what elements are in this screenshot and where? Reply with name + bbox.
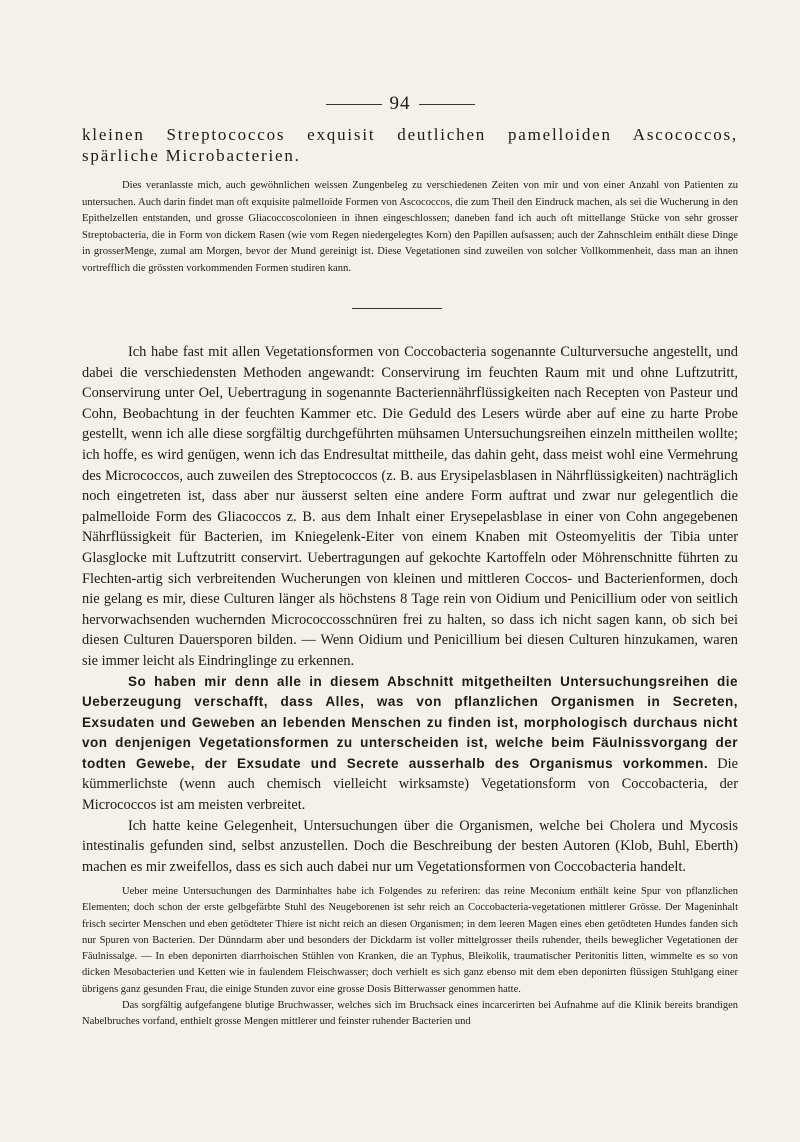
main-paragraph-2 <box>82 672 738 816</box>
note-paragraph-block <box>82 178 738 278</box>
main-paragraph-3: Ich hatte keine Gelegenheit, Untersuchungen über die Organismen, welche bei Cholera und Mycosis intestinalis gefunden sind, selbst anzustellen. Doch die Beschreibung der besten Autoren (Klob, Buhl, Eberth) machen es mir zweifellos, dass es sich auch dabei nur um Vegetationsformen von Coccobacteria handelt. <box>82 817 738 875</box>
main-paragraph-1: Ich habe fast mit allen Vegetationsformen von Coccobacteria sogenannte Culturversuche angestellt, und dabei die verschiedensten Methoden angewandt: Conservirung im feuchten Raum mit und ohne Luftzutritt, Conservirung unter Oel, Uebertragung in sogenannte Bacteriennährflüssigkeiten nach Recepten von Pasteur und Cohn, Beobachtung in der feuchten Kammer etc. Die Geduld des Lesers würde aber auf eine zu harte Probe gestellt, wenn ich alle diese sorgfältig durchgeführten mühsamen Untersuchungsreihen einzeln mittheilen wollte; ich hoffe, es wird genügen, wenn ich das Endresultat mittheile, das dahin geht, dass meist wohl eine Vermehrung des Micrococcos, auch zuweilen des Streptococcos (z. B. aus Erysipelasblasen in Nährflüssigkeiten) nachträglich noch eingetreten ist, dass aber nur äusserst selten eine andere Form auftrat und zwar nur gelegentlich die palmelloide Form des Gliacoccos z. B. aus dem Inhalt einer Erysepelasblase in einer von Cohn angegebenen Nährflüssigkeit für Bacterien, im Kniegelenk-Eiter von einem Knaben mit Osteomyelitis der Tibia unter Glasglocke mit Luftzutritt conservirt. Uebertragungen auf gekochte Kartoffeln oder Möhrenschnitte führten zu Flechten-artig sich verbreitenden Wucherungen von kleinen und mittleren Coccos- und Bacterienformen, doch nie gelang es mir, diese Culturen länger als höchstens 8 Tage rein von Oidium und Penicillium oder von seitlich hervorwachsenden wuchernden Micrococcosschnüren frei zu halten, so dass ich nicht sagen kann, ob sich bei diesen Culturen Dauersporen bilden. — Wenn Oidium und Penicillium bei diesen Culturen hinzukamen, waren sie immer leicht als Eindringlinge zu erkennen. <box>82 344 738 669</box>
header-rule-left <box>326 104 382 105</box>
intro-continuation: kleinen Streptococcos exquisit deutlichen pamelloiden Ascococcos, spärliche Microbacterien. <box>82 125 738 165</box>
section-divider <box>352 308 442 309</box>
footnote-paragraph-2: Das sorgfältig aufgefangene blutige Bruchwasser, welches sich im Bruchsack eines incarcerirten bei Aufnahme auf die Klinik bereits brandigen Nabelbruches vorfand, enthielt grosse Mengen mittlerer und feinster ruhender Bacterien und <box>82 1000 738 1028</box>
main-paragraph-2-bold: So haben mir denn alle in diesem Abschnitt mitgetheilten Untersuchungsreihen die Ueberzeugung verschafft, dass Alles, was von pflanzlichen Organismen in Secreten, Exsudaten und Geweben an lebenden Menschen zu finden ist, morphologisch durchaus nicht von denjenigen Vegetationsformen zu unterscheiden ist, welche beim Fäulnissvorgang der todten Gewebe, der Exsudate und Secrete ausserhalb des Organismus vorkommen. <box>82 673 738 771</box>
page-number: 94 <box>389 93 411 114</box>
main-text <box>82 342 738 877</box>
page-header <box>0 92 800 116</box>
note-paragraph: Dies veranlasste mich, auch gewöhnlichen weissen Zungenbeleg zu verschiedenen Zeiten von mir und von einer Anzahl von Patienten zu untersuchen. Auch darin findet man oft exquisite palmelloide Formen von Ascococcos, die zum Theil den Eindruck machen, als sei die Wucherung in den Epithelzellen entstanden, und grosse Gliacoccoscolonieen in ihnen eingeschlossen; daneben fand ich auch oft mittellange Stücke von sehr grosser Streptobacteria, die in Form von dickem Rasen (wie vom Regen niedergelegtes Korn) den Papillen aufsassen; auch der Zahnschleim enthält diese Dinge in grosserMenge, zumal am Morgen, bevor der Mund gereinigt ist. Diese Vegetationen sind zuweilen von solcher Vollkommenheit, dass man an ihnen vortrefflich die grössten vorkommenden Formen studiren kann. <box>82 180 738 274</box>
main-paragraph-2-rest: Die kümmerlichste (wenn auch chemisch vielleicht wirksamste) Vegetationsform von Coccobacteria, der Micrococcos ist am meisten verbreitet. <box>82 755 738 814</box>
footnote-paragraph-1: Ueber meine Untersuchungen des Darminhaltes habe ich Folgendes zu referiren: das reine Meconium enthält keine Spur von pflanzlichen Elementen; doch schon der erste gelbgefärbte Stuhl des Neugeborenen ist sehr reich an Coccobacteria-vegetationen mittlerer Grösse. Der Mageninhalt frisch secirter Menschen und eben getödteter Thiere ist nicht reich an diesen Organismen; in dem leeren Magen eines eben getödteten Hundes fanden sich nur Spuren von Bacterien. Der Dünndarm aber und besonders der Dickdarm ist voller mittelgrosser theils ruhender, theils beweglicher Vegetationen der Fäulnissalge. — In eben deponirten diarrhoischen Stühlen von Kranken, die an Typhus, Bleikolik, traumatischer Peritonitis litten, wimmelte es so von dicken Mesobacterien und Ketten wie in faulendem Fleischwasser; doch verhielt es sich ganz ebenso mit dem eben deponirten flüssigen Stuhlgang einer übrigens ganz gesunden Frau, die einige Stunden zuvor eine grosse Dosis Bitterwasser genommen hatte. <box>82 886 738 995</box>
footnote-block <box>82 884 738 1031</box>
header-rule-right <box>419 104 475 105</box>
